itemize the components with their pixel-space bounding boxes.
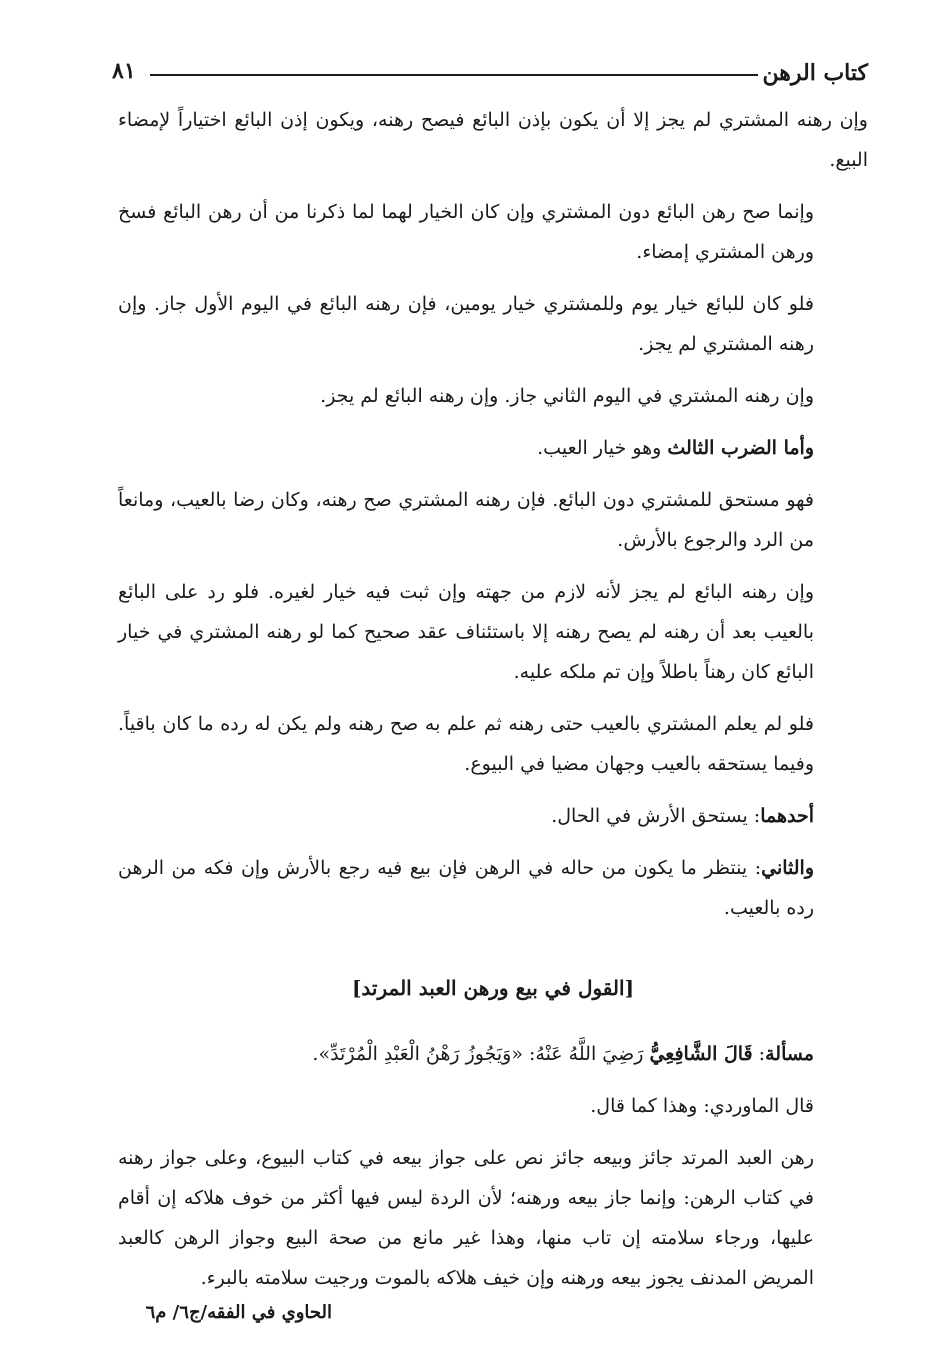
first-view (118, 796, 868, 836)
paragraph: فلو كان للبائع خيار يوم وللمشتري خيار يومين، فإن رهنه البائع في اليوم الأول جاز. وإن رهنه المشتري لم يجز. (118, 293, 814, 355)
page-number: ٨١ (112, 58, 136, 84)
paragraph: وإن رهنه المشتري لم يجز إلا أن يكون بإذن البائع فيصح رهنه، ويكون إذن البائع اختياراً لإمضاء البيع. (118, 109, 868, 171)
page-body (118, 100, 868, 1310)
first-view-text: : يستحق الأرش في الحال. (551, 805, 761, 827)
masala-shafii: قَالَ الشَّافِعِيُّ (649, 1043, 753, 1065)
paragraph: فلو لم يعلم المشتري بالعيب حتى رهنه ثم علم به صح رهنه ولم يكن له رده ما كان باقياً. وفيما يستحقه بالعيب وجهان مضيا في البيوع. (118, 713, 814, 775)
mawardi-line: قال الماوردي: وهذا كما قال. (590, 1095, 814, 1117)
third-type-heading (118, 428, 868, 468)
masala-text: رَضِيَ اللَّهُ عَنْهُ: «وَيَجُوزُ رَهْنُ الْعَبْدِ الْمُرْتَدِّ». (312, 1043, 650, 1065)
second-view (118, 848, 868, 928)
third-type-bold: وأما الضرب الثالث (667, 437, 814, 459)
paragraph: وإنما صح رهن البائع دون المشتري وإن كان الخيار لهما لما ذكرنا من أن رهن البائع فسخ ورهن المشتري إمضاء. (118, 201, 814, 263)
masala (118, 1034, 868, 1074)
final-paragraph: رهن العبد المرتد جائز وبيعه جائز نص على جواز بيعه في كتاب البيوع، وعلى جواز رهنه في كتاب الرهن: وإنما جاز بيعه ورهنه؛ لأن الردة ليس فيها أكثر من خوف هلاكه إن أقام عليها، ورجاء سلامته إن تاب منها، وهذا غير مانع من صحة البيع وجواز الرهن كالعبد المريض المدنف يجوز بيعه ورهنه وإن خيف هلاكه بالموت ورجيت سلامته بالبرء. (118, 1147, 814, 1289)
masala-label: مسألة (765, 1043, 814, 1065)
first-view-label: أحدهما (760, 805, 814, 827)
paragraph: فهو مستحق للمشتري دون البائع. فإن رهنه المشتري صح رهنه، وكان رضا بالعيب، ومانعاً من الرد والرجوع بالأرش. (118, 489, 814, 551)
book-title: كتاب الرهن (762, 60, 868, 86)
paragraph: وإن رهنه البائع لم يجز لأنه لازم من جهته وإن ثبت فيه خيار لغيره. فلو رد على البائع بالعيب بعد أن رهنه لم يصح رهنه إلا باستئناف عقد صحيح كما لو رهنه المشتري في خيار البائع كان رهناً باطلاً وإن تم ملكه عليه. (118, 581, 814, 683)
running-header (112, 60, 868, 96)
section-title: [القول في بيع ورهن العبد المرتد] (351, 976, 635, 1000)
third-type-rest: وهو خيار العيب. (537, 437, 668, 459)
second-view-text: : ينتظر ما يكون من حاله في الرهن فإن بيع فيه رجع بالأرش وإن فكه من الرهن رده بالعيب. (118, 857, 814, 919)
masala-sep: : (752, 1043, 766, 1065)
second-view-label: والثاني (761, 857, 814, 879)
header-rule (150, 74, 758, 76)
paragraph: وإن رهنه المشتري في اليوم الثاني جاز. وإن رهنه البائع لم يجز. (320, 385, 814, 407)
footer-signature: الحاوي في الفقه/ج٦/ م٦ (145, 1302, 332, 1323)
